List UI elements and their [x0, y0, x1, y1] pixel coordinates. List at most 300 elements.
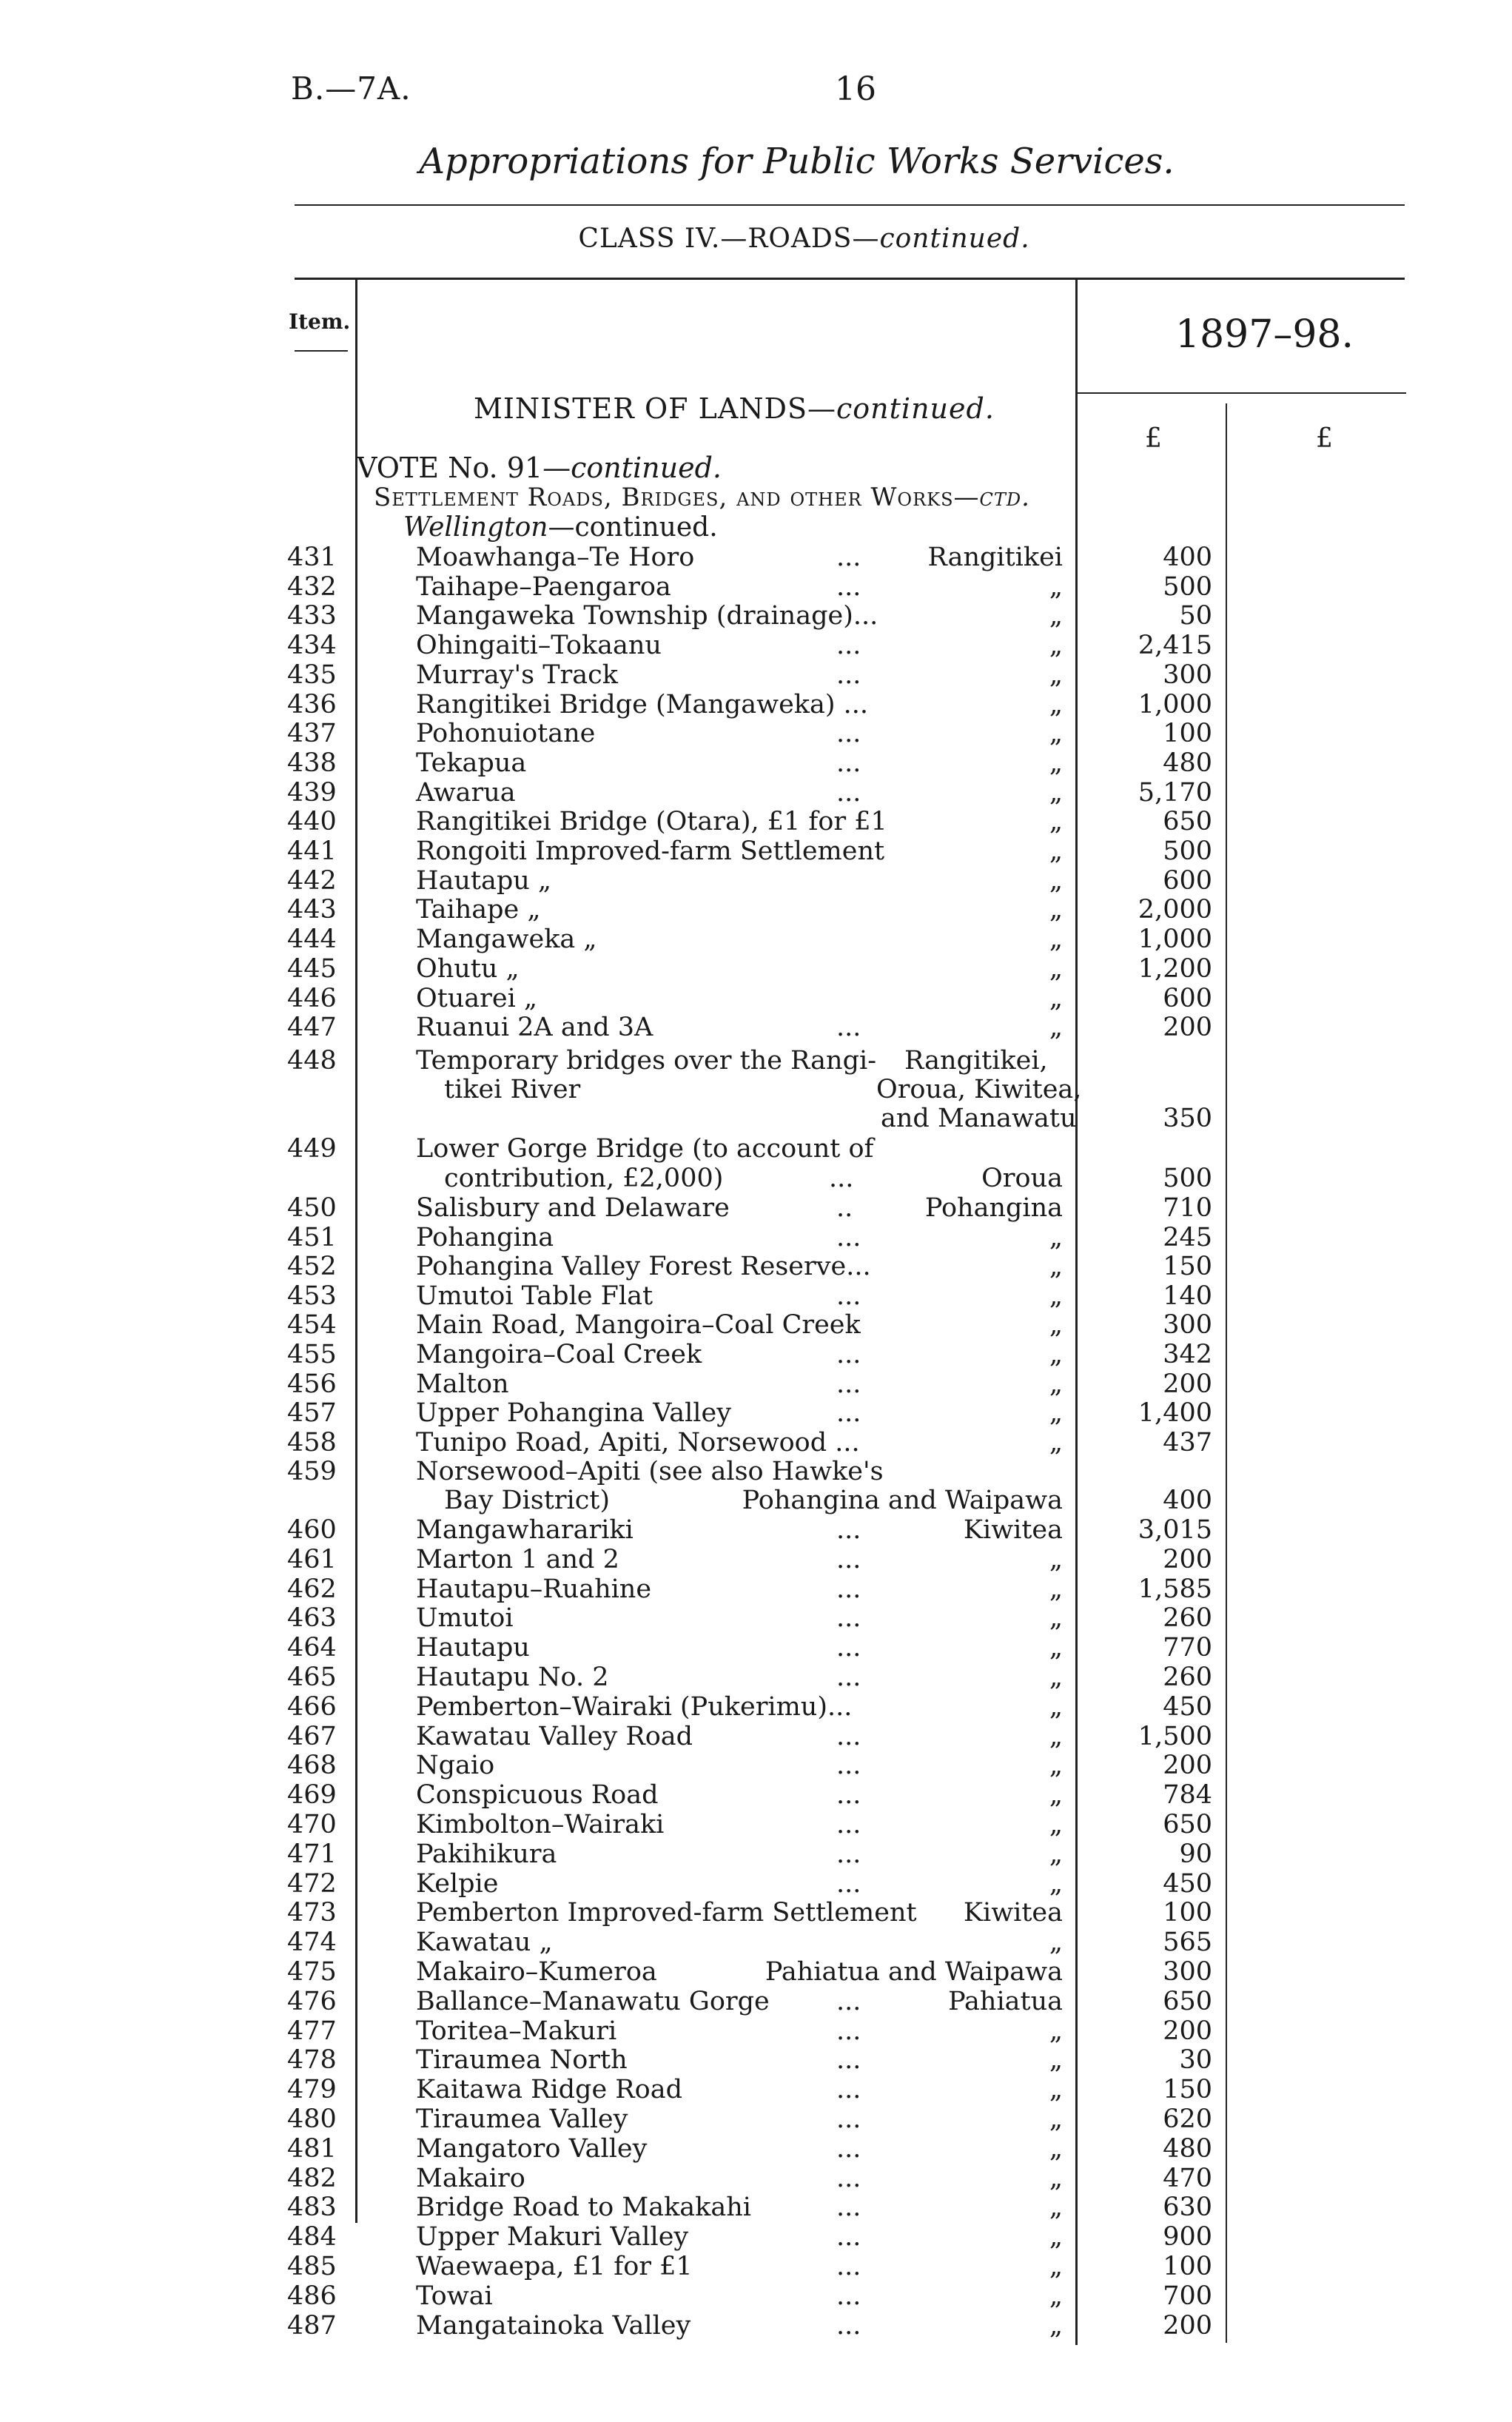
row-description-line1: Temporary bridges over the Rangi-	[416, 1046, 877, 1076]
row-item-number: 459	[287, 1457, 337, 1486]
row-district: „	[1049, 1691, 1063, 1722]
row-dots: ...	[836, 2252, 861, 2281]
row-dots: ...	[836, 777, 861, 808]
row-dots: ...	[836, 543, 861, 572]
row-item-number: 451	[287, 1222, 337, 1252]
row-district: Pahiatua and Waipawa	[765, 1957, 1063, 1987]
row-district: „	[1049, 983, 1063, 1013]
table-row	[0, 1603, 1512, 1633]
page-title: Appropriations for Public Works Services.	[419, 141, 1175, 182]
row-description: Towai	[416, 2281, 493, 2311]
row-dots: ...	[836, 1868, 861, 1899]
row-item-number: 457	[287, 1398, 337, 1429]
row-description: Ngaio	[416, 1751, 495, 1781]
row-item-number: 433	[287, 601, 337, 631]
row-item-number: 484	[287, 2222, 337, 2252]
row-dots: ...	[836, 2281, 861, 2311]
row-item-number: 447	[287, 1013, 337, 1043]
row-amount: 342	[1163, 1340, 1212, 1369]
row-description-line2: tikei River	[444, 1075, 581, 1104]
row-amount: 90	[1179, 1839, 1212, 1869]
row-description: Upper Pohangina Valley	[416, 1398, 731, 1429]
row-amount: 100	[1163, 719, 1212, 749]
row-description: Kawatau Valley Road	[416, 1721, 693, 1751]
row-item-number: 483	[287, 2193, 337, 2223]
row-item-number: 478	[287, 2045, 337, 2076]
table-row	[0, 836, 1512, 866]
row-description: Pohangina	[416, 1222, 554, 1252]
class-heading: CLASS IV.—ROADS—continued.	[578, 224, 1030, 254]
table-row	[0, 2252, 1512, 2281]
row-amount: 200	[1163, 2016, 1212, 2046]
row-description: Mangatoro Valley	[416, 2133, 648, 2164]
row-dots: ...	[836, 2133, 861, 2164]
row-amount: 1,400	[1138, 1398, 1212, 1429]
row-amount: 140	[1163, 1281, 1212, 1311]
row-district: „	[1049, 836, 1063, 866]
row-description: Mangawharariki	[416, 1515, 634, 1545]
row-amount: 650	[1163, 1986, 1212, 2016]
row-district: „	[1049, 631, 1063, 661]
table-row	[0, 1252, 1512, 1281]
table-row	[0, 984, 1512, 1013]
row-district: Rangitikei	[927, 543, 1063, 572]
row-item-number: 432	[287, 571, 337, 602]
table-row	[0, 1515, 1512, 1545]
row-item-number: 465	[287, 1663, 337, 1692]
row-dots: ...	[836, 1398, 861, 1429]
row-district: „	[1049, 1780, 1063, 1811]
row-description: Hautapu No. 2	[416, 1663, 609, 1692]
row-dots: ...	[836, 2045, 861, 2076]
row-district: „	[1049, 719, 1063, 749]
row-item-number: 472	[287, 1868, 337, 1899]
row-item-number: 487	[287, 2310, 337, 2341]
table-row	[0, 1663, 1512, 1692]
table-row	[0, 2016, 1512, 2046]
row-description: Taihape „	[416, 895, 541, 925]
row-item-number: 477	[287, 2016, 337, 2046]
row-item-number: 452	[287, 1252, 337, 1282]
table-row	[0, 1987, 1512, 2016]
row-amount: 700	[1163, 2281, 1212, 2311]
row-item-number: 454	[287, 1310, 337, 1341]
row-description: Mangaweka „	[416, 925, 597, 955]
table-row	[0, 631, 1512, 660]
table-row	[0, 1574, 1512, 1604]
row-description: Mangaweka Township (drainage)...	[416, 601, 878, 631]
row-dots: ...	[836, 2104, 861, 2134]
row-amount: 260	[1163, 1663, 1212, 1692]
row-item-number: 468	[287, 1751, 337, 1781]
row-dots: ...	[829, 1164, 854, 1193]
row-amount: 300	[1163, 1310, 1212, 1341]
row-item-number: 474	[287, 1928, 337, 1958]
table-row	[0, 1013, 1512, 1042]
row-amount: 200	[1163, 1369, 1212, 1399]
table-row	[0, 1957, 1512, 1987]
row-description: Kelpie	[416, 1868, 499, 1899]
row-district: „	[1049, 1603, 1063, 1634]
row-district: „	[1049, 1427, 1063, 1457]
row-amount: 1,000	[1138, 925, 1212, 955]
row-description: Hautapu–Ruahine	[416, 1574, 652, 1604]
row-amount: 150	[1163, 2075, 1212, 2105]
row-district: „	[1049, 1574, 1063, 1604]
row-district: „	[1049, 2193, 1063, 2223]
row-description: Hautapu	[416, 1633, 530, 1663]
row-amount: 630	[1163, 2193, 1212, 2223]
row-item-number: 445	[287, 953, 337, 984]
row-district-line3: and Manawatu	[881, 1104, 1077, 1133]
table-row	[0, 1898, 1512, 1928]
row-amount: 500	[1163, 571, 1212, 602]
table-row	[0, 1340, 1512, 1369]
table-row	[0, 1310, 1512, 1340]
row-amount: 565	[1163, 1928, 1212, 1958]
row-district: „	[1049, 2281, 1063, 2311]
row-district: „	[1049, 1839, 1063, 1869]
row-item-number: 467	[287, 1721, 337, 1751]
row-amount: 300	[1163, 660, 1212, 690]
row-description: Pohangina Valley Forest Reserve...	[416, 1252, 871, 1282]
table-row	[0, 1810, 1512, 1839]
row-district: „	[1049, 865, 1063, 896]
row-description: Moawhanga–Te Horo	[416, 543, 695, 572]
table-row	[0, 572, 1512, 602]
row-description: Rangitikei Bridge (Otara), £1 for £1	[416, 807, 887, 837]
row-item-number: 440	[287, 807, 337, 837]
row-description: Makairo–Kumeroa	[416, 1957, 657, 1987]
row-district: „	[1049, 601, 1063, 631]
row-amount: 30	[1179, 2045, 1212, 2076]
row-dots: ...	[836, 660, 861, 690]
row-amount: 1,585	[1138, 1574, 1212, 1604]
row-dots: ...	[836, 1721, 861, 1751]
row-district: Pohangina	[924, 1193, 1063, 1223]
table-row	[0, 1751, 1512, 1780]
row-district: „	[1049, 2045, 1063, 2076]
row-dots: ...	[836, 631, 861, 661]
pound-header-2: £	[1316, 423, 1333, 454]
row-item-number: 431	[287, 543, 337, 572]
title-rule	[295, 204, 1405, 206]
row-district: „	[1049, 748, 1063, 778]
row-district: „	[1049, 2133, 1063, 2164]
row-dots: ...	[836, 1369, 861, 1399]
row-district: Pahiatua	[948, 1986, 1063, 2016]
row-description: Taihape–Paengaroa	[416, 571, 671, 602]
row-dots: ...	[836, 748, 861, 778]
row-item-number: 479	[287, 2075, 337, 2105]
row-amount: 300	[1163, 1957, 1212, 1987]
row-item-number: 438	[287, 748, 337, 778]
row-amount: 245	[1163, 1222, 1212, 1252]
row-dots: ...	[836, 1810, 861, 1839]
row-amount: 650	[1163, 807, 1212, 837]
row-dots: ...	[836, 1544, 861, 1574]
row-item-number: 480	[287, 2104, 337, 2134]
row-item-number: 437	[287, 719, 337, 749]
row-item-number: 460	[287, 1515, 337, 1545]
table-row	[0, 925, 1512, 954]
row-dots: ...	[836, 1574, 861, 1604]
row-dots: ...	[836, 1340, 861, 1369]
row-dots: ...	[836, 1515, 861, 1545]
row-dots: ...	[836, 2310, 861, 2341]
table-row	[0, 1869, 1512, 1899]
row-amount: 480	[1163, 748, 1212, 778]
row-amount: 480	[1163, 2133, 1212, 2164]
row-amount: 500	[1163, 1164, 1212, 1193]
row-dots: ...	[836, 1222, 861, 1252]
table-row	[0, 1928, 1512, 1957]
table-top-rule	[295, 278, 1405, 280]
row-description: Pemberton Improved-farm Settlement	[416, 1898, 917, 1928]
row-item-number: 462	[287, 1574, 337, 1604]
row-dots: ...	[836, 571, 861, 602]
row-item-number: 441	[287, 836, 337, 866]
table-row	[0, 778, 1512, 808]
row-description: Umutoi Table Flat	[416, 1281, 653, 1311]
row-description: Mangatainoka Valley	[416, 2310, 691, 2341]
year-rule	[1077, 392, 1406, 394]
table-row	[0, 2164, 1512, 2193]
row-amount: 710	[1163, 1193, 1212, 1223]
row-item-number: 448	[287, 1046, 337, 1076]
row-item-number: 469	[287, 1780, 337, 1811]
row-dots: ...	[836, 2163, 861, 2193]
row-dots: ...	[836, 719, 861, 749]
row-district: „	[1049, 571, 1063, 602]
row-district: „	[1049, 2252, 1063, 2281]
row-description: Ruanui 2A and 3A	[416, 1013, 653, 1043]
table-row	[0, 1780, 1512, 1810]
row-district: „	[1049, 1751, 1063, 1781]
row-amount: 450	[1163, 1691, 1212, 1722]
table-row	[0, 1369, 1512, 1399]
row-district: „	[1049, 953, 1063, 984]
row-amount: 100	[1163, 2252, 1212, 2281]
row-description-line1: Lower Gorge Bridge (to account of	[416, 1134, 874, 1164]
row-description: Tiraumea Valley	[416, 2104, 628, 2134]
row-description: Tekapua	[416, 748, 527, 778]
table-row	[0, 954, 1512, 984]
row-item-number: 486	[287, 2281, 337, 2311]
vote-heading: VOTE No. 91—continued.	[357, 452, 722, 484]
row-item-number: 471	[287, 1839, 337, 1869]
row-amount: 100	[1163, 1898, 1212, 1928]
row-amount: 784	[1163, 1780, 1212, 1811]
row-description: Pohonuiotane	[416, 719, 596, 749]
row-item-number: 473	[287, 1898, 337, 1928]
table-row	[0, 2134, 1512, 2164]
row-amount: 150	[1163, 1252, 1212, 1282]
row-dots: ...	[836, 2193, 861, 2223]
table-row	[0, 866, 1512, 896]
row-item-number: 464	[287, 1633, 337, 1663]
row-description: Murray's Track	[416, 660, 618, 690]
row-dots: ...	[836, 1633, 861, 1663]
row-district: „	[1049, 1721, 1063, 1751]
row-item-number: 456	[287, 1369, 337, 1399]
row-dots: ...	[836, 1281, 861, 1311]
row-item-number: 449	[287, 1134, 337, 1164]
row-item-number: 475	[287, 1957, 337, 1987]
row-district: Pohangina and Waipawa	[742, 1486, 1063, 1515]
row-amount: 200	[1163, 1751, 1212, 1781]
row-dots: ...	[836, 2016, 861, 2046]
row-dots: ...	[836, 1013, 861, 1043]
table-row	[0, 2311, 1512, 2341]
table-row	[0, 748, 1512, 778]
district-heading: Wellington—continued.	[403, 512, 718, 543]
row-item-number: 434	[287, 631, 337, 661]
row-amount: 3,015	[1138, 1515, 1212, 1545]
row-district: „	[1049, 1340, 1063, 1369]
row-item-number: 476	[287, 1986, 337, 2016]
row-district: Kiwitea	[963, 1515, 1063, 1545]
row-description-line2: Bay District)	[444, 1486, 611, 1515]
row-description: Ohutu „	[416, 953, 520, 984]
row-item-number: 470	[287, 1810, 337, 1839]
row-district-line1: Rangitikei,	[904, 1046, 1048, 1076]
row-amount: 350	[1163, 1104, 1212, 1133]
row-amount: 620	[1163, 2104, 1212, 2134]
row-district: „	[1049, 2310, 1063, 2341]
row-district: „	[1049, 1928, 1063, 1958]
row-description: Kawatau „	[416, 1928, 553, 1958]
row-item-number: 436	[287, 689, 337, 719]
row-item-number: 446	[287, 983, 337, 1013]
table-row	[0, 1722, 1512, 1751]
row-amount: 1,200	[1138, 953, 1212, 984]
row-description-line2: contribution, £2,000)	[444, 1164, 724, 1193]
row-district-line2: Oroua, Kiwitea,	[876, 1075, 1082, 1104]
row-description: Toritea–Makuri	[416, 2016, 617, 2046]
row-district: „	[1049, 777, 1063, 808]
row-amount: 1,500	[1138, 1721, 1212, 1751]
table-row	[0, 2075, 1512, 2104]
row-district: „	[1049, 1663, 1063, 1692]
row-dots: ...	[836, 2075, 861, 2105]
table-row	[0, 1193, 1512, 1223]
row-item-number: 458	[287, 1427, 337, 1457]
row-description: Waewaepa, £1 for £1	[416, 2252, 693, 2281]
row-item-number: 481	[287, 2133, 337, 2164]
row-district: „	[1049, 2222, 1063, 2252]
row-description: Bridge Road to Makakahi	[416, 2193, 751, 2223]
row-amount: 770	[1163, 1633, 1212, 1663]
row-district: „	[1049, 689, 1063, 719]
row-description: Otuarei „	[416, 983, 538, 1013]
row-district: Oroua	[981, 1164, 1063, 1193]
row-amount: 470	[1163, 2163, 1212, 2193]
row-description: Kimbolton–Wairaki	[416, 1810, 665, 1839]
row-description: Malton	[416, 1369, 509, 1399]
row-item-number: 463	[287, 1603, 337, 1634]
row-amount: 900	[1163, 2222, 1212, 2252]
row-amount: 1,000	[1138, 689, 1212, 719]
row-description-line1: Norsewood–Apiti (see also Hawke's	[416, 1457, 884, 1486]
table-row	[0, 2045, 1512, 2075]
row-description: Tunipo Road, Apiti, Norsewood ...	[416, 1427, 860, 1457]
row-item-number: 485	[287, 2252, 337, 2281]
table-row	[0, 660, 1512, 690]
row-district: „	[1049, 1252, 1063, 1282]
row-dots: ...	[836, 1839, 861, 1869]
item-underline	[295, 350, 348, 352]
row-description: Conspicuous Road	[416, 1780, 659, 1811]
row-description: Rangitikei Bridge (Mangaweka) ...	[416, 689, 869, 719]
year-header: 1897–98.	[1175, 312, 1354, 357]
row-district: „	[1049, 1369, 1063, 1399]
table-row	[0, 719, 1512, 748]
row-description: Ballance–Manawatu Gorge	[416, 1986, 770, 2016]
row-district: Kiwitea	[963, 1898, 1063, 1928]
row-amount: 437	[1163, 1427, 1212, 1457]
row-amount: 400	[1163, 543, 1212, 572]
table-row	[0, 1633, 1512, 1663]
page-number: 16	[835, 70, 876, 108]
row-description: Hautapu „	[416, 865, 552, 896]
row-district: „	[1049, 2075, 1063, 2105]
row-district: „	[1049, 895, 1063, 925]
row-description: Marton 1 and 2	[416, 1544, 619, 1574]
row-amount: 600	[1163, 983, 1212, 1013]
row-item-number: 450	[287, 1193, 337, 1223]
table-row	[0, 1428, 1512, 1457]
row-amount: 500	[1163, 836, 1212, 866]
table-row	[0, 1839, 1512, 1869]
row-amount: 50	[1179, 601, 1212, 631]
row-description: Ohingaiti–Tokaanu	[416, 631, 662, 661]
table-row	[0, 1398, 1512, 1428]
row-item-number: 453	[287, 1281, 337, 1311]
row-description: Mangoira–Coal Creek	[416, 1340, 702, 1369]
row-amount: 200	[1163, 1013, 1212, 1043]
row-district: „	[1049, 1281, 1063, 1311]
table-row	[0, 1281, 1512, 1311]
row-description: Rongoiti Improved-farm Settlement	[416, 836, 885, 866]
row-description: Awarua	[416, 777, 516, 808]
row-description: Main Road, Mangoira–Coal Creek	[416, 1310, 861, 1341]
document-code: B.—7A.	[291, 70, 411, 107]
row-item-number: 444	[287, 925, 337, 955]
table-row	[0, 1223, 1512, 1252]
row-district: „	[1049, 1398, 1063, 1429]
row-dots: ...	[836, 1780, 861, 1811]
row-item-number: 466	[287, 1691, 337, 1722]
row-district: „	[1049, 2104, 1063, 2134]
row-description: Upper Makuri Valley	[416, 2222, 689, 2252]
row-description: Pemberton–Wairaki (Pukerimu)...	[416, 1691, 853, 1722]
row-item-number: 439	[287, 777, 337, 808]
row-amount: 400	[1163, 1486, 1212, 1515]
row-district: „	[1049, 1013, 1063, 1043]
row-district: „	[1049, 1310, 1063, 1341]
row-dots: ...	[836, 1603, 861, 1634]
row-district: „	[1049, 1633, 1063, 1663]
item-column-header: Item.	[289, 309, 351, 334]
row-amount: 260	[1163, 1603, 1212, 1634]
row-district: „	[1049, 1810, 1063, 1839]
row-item-number: 443	[287, 895, 337, 925]
row-description: Salisbury and Delaware	[416, 1193, 730, 1223]
row-item-number: 435	[287, 660, 337, 690]
row-description: Pakihikura	[416, 1839, 557, 1869]
table-row	[0, 2104, 1512, 2134]
